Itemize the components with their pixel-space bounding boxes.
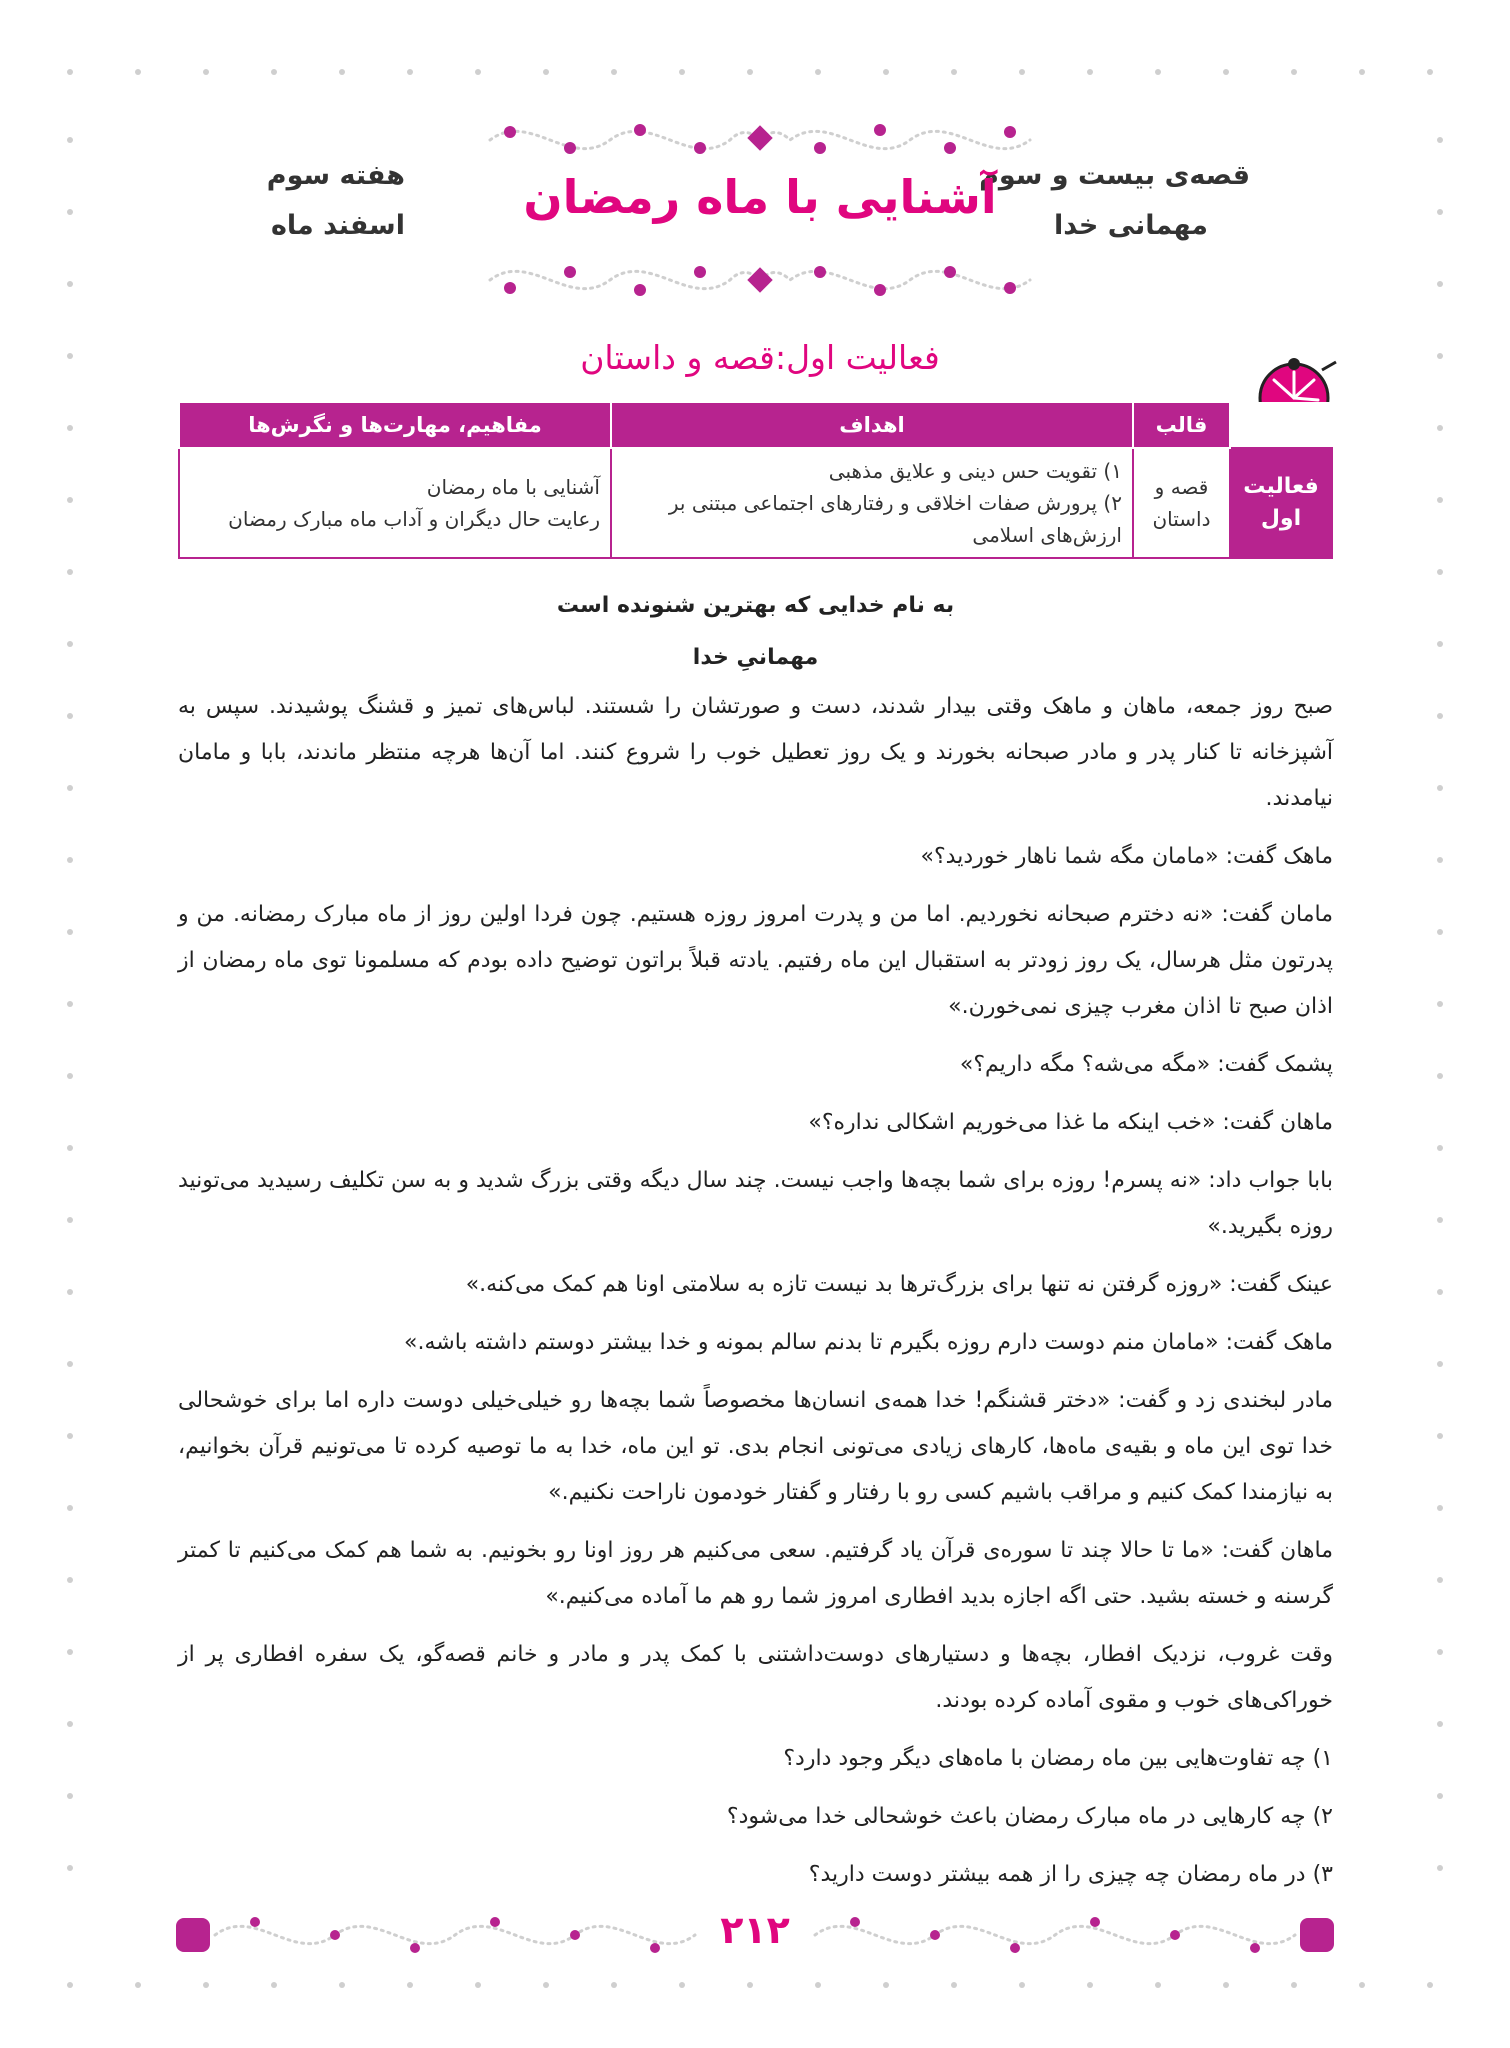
border-dot bbox=[679, 69, 685, 75]
table-header-row bbox=[179, 402, 1332, 448]
border-dot bbox=[543, 1982, 549, 1988]
goals-header: اهداف bbox=[611, 402, 1133, 448]
border-dot bbox=[67, 713, 73, 719]
border-dot bbox=[1437, 1073, 1443, 1079]
border-dot bbox=[339, 1982, 345, 1988]
border-dot bbox=[1437, 569, 1443, 575]
border-dot bbox=[271, 1982, 277, 1988]
border-dot bbox=[1359, 69, 1365, 75]
border-dot bbox=[135, 69, 141, 75]
border-dot bbox=[1291, 1982, 1297, 1988]
story-paragraph: صبح روز جمعه، ماهان و ماهک وقتی بیدار شدند، دست و صورتشان را شستند. لباس‌های تمیز و قشنگ پوشیدند. سپس به آشپزخانه تا کنار پدر و مادر صبحانه بخورند و یک روز تعطیل خوب را شروع کنند. اما آن‌ها هرچه منتظر ماندند، بابا و مامان نیامدند. bbox=[178, 694, 1333, 811]
story-paragraph: ماهان گفت: «ما تا حالا چند تا سوره‌ی قرآن یاد گرفتیم. سعی می‌کنیم هر روز اونا رو بخونیم. به شما هم کمک می‌کنیم تا کمتر گرسنه و خسته بشید. حتی اگه اجازه بدید افطاری امروز شما رو هم ما آماده می‌کنیم.» bbox=[178, 1538, 1333, 1609]
page-number: ۲۱۲ bbox=[700, 1908, 810, 1952]
border-dot bbox=[67, 1217, 73, 1223]
bismillah-line: به نام خدایی که بهترین شنونده است bbox=[556, 593, 955, 618]
border-dot bbox=[1019, 69, 1025, 75]
story-paragraph: بابا جواب داد: «نه پسرم! روزه برای شما بچه‌ها واجب نیست. چند سال دیگه وقتی بزرگ شدید و به سن تکلیف رسیدید می‌تونید روزه بگیرید.» bbox=[178, 1168, 1333, 1239]
border-dot bbox=[747, 69, 753, 75]
border-dot bbox=[67, 353, 73, 359]
border-dot bbox=[67, 641, 73, 647]
border-dot bbox=[1437, 1721, 1443, 1727]
border-dot bbox=[1087, 1982, 1093, 1988]
border-dot bbox=[1437, 1001, 1443, 1007]
border-dot bbox=[1437, 209, 1443, 215]
border-dot bbox=[67, 1001, 73, 1007]
border-dot bbox=[407, 1982, 413, 1988]
border-dot bbox=[1437, 785, 1443, 791]
format-header: قالب bbox=[1133, 402, 1230, 448]
border-dot bbox=[747, 1982, 753, 1988]
border-dot bbox=[543, 69, 549, 75]
question-item: ۱) چه تفاوت‌هایی بین ماه رمضان با ماه‌های دیگر وجود دارد؟ bbox=[783, 1746, 1333, 1771]
border-dot bbox=[1155, 69, 1161, 75]
story-paragraph: عینک گفت: «روزه گرفتن نه تنها برای بزرگ‌ترها بد نیست تازه به سلامتی اونا هم کمک می‌کنه.» bbox=[465, 1272, 1333, 1297]
border-dot bbox=[67, 497, 73, 503]
border-dot bbox=[611, 1982, 617, 1988]
border-dot bbox=[339, 69, 345, 75]
format-cell: قصه و داستان bbox=[1133, 448, 1230, 558]
concepts-cell bbox=[179, 448, 611, 558]
border-dot bbox=[67, 569, 73, 575]
border-dot bbox=[1223, 1982, 1229, 1988]
border-dot bbox=[1437, 1649, 1443, 1655]
table-row bbox=[179, 448, 1332, 558]
story-paragraph: مامان گفت: «نه دخترم صبحانه نخوردیم. اما من و پدرت امروز روزه هستیم. چون فردا اولین روز از ماه مبارک رمضانه. من و پدرتون مثل هرسال، یک روز زودتر به استقبال این ماه رفتیم. یادته قبلاً براتون توضیح داده بودم که مسلمونا توی ماه رمضان از اذان صبح تا اذان مغرب چیزی نمی‌خورن.» bbox=[178, 902, 1333, 1019]
border-dot bbox=[951, 1982, 957, 1988]
border-dot bbox=[1437, 1145, 1443, 1151]
border-dot bbox=[1437, 497, 1443, 503]
border-dot bbox=[1437, 281, 1443, 287]
story-name: مهمانی خدا bbox=[1054, 210, 1208, 241]
border-dot bbox=[1437, 137, 1443, 143]
border-dot bbox=[67, 1721, 73, 1727]
border-dot bbox=[203, 69, 209, 75]
border-dot bbox=[1155, 1982, 1161, 1988]
border-dot bbox=[67, 209, 73, 215]
border-dot bbox=[67, 1505, 73, 1511]
border-dot bbox=[67, 1649, 73, 1655]
goal-item: ۱) تقویت حس دینی و علایق مذهبی bbox=[828, 459, 1122, 483]
border-dot bbox=[1019, 1982, 1025, 1988]
border-dot bbox=[883, 1982, 889, 1988]
goals-cell bbox=[611, 448, 1133, 558]
border-dot bbox=[1427, 1982, 1433, 1988]
border-dot bbox=[67, 1865, 73, 1871]
month-label: اسفند ماه bbox=[270, 210, 405, 241]
story-paragraph: ماهان گفت: «خب اینکه ما غذا می‌خوریم اشکالی نداره؟» bbox=[808, 1110, 1333, 1135]
border-dot bbox=[815, 1982, 821, 1988]
empty-header-cell bbox=[1230, 402, 1332, 448]
border-dot bbox=[67, 281, 73, 287]
border-dot bbox=[1359, 1982, 1365, 1988]
border-dot bbox=[67, 69, 73, 75]
border-dot bbox=[883, 69, 889, 75]
border-dot bbox=[407, 69, 413, 75]
border-dot bbox=[1087, 69, 1093, 75]
concept-item: رعایت حال دیگران و آداب ماه مبارک رمضان bbox=[228, 507, 600, 531]
story-paragraph: ماهک گفت: «مامان منم دوست دارم روزه بگیرم تا بدنم سالم بمونه و خدا بیشتر دوستم داشته باشه.» bbox=[404, 1330, 1333, 1355]
border-dot bbox=[67, 1433, 73, 1439]
border-dot bbox=[1437, 1217, 1443, 1223]
story-title: مهمانیِ خدا bbox=[692, 645, 819, 670]
border-dot bbox=[1427, 69, 1433, 75]
border-dot bbox=[67, 1793, 73, 1799]
story-number: قصه‌ی بیست و سوم bbox=[979, 160, 1250, 191]
border-dot bbox=[1437, 1577, 1443, 1583]
border-dot bbox=[67, 1577, 73, 1583]
border-dot bbox=[67, 929, 73, 935]
border-dot bbox=[1437, 1289, 1443, 1295]
border-dot bbox=[203, 1982, 209, 1988]
border-dot bbox=[67, 137, 73, 143]
story-paragraph: ماهک گفت: «مامان مگه شما ناهار خوردید؟» bbox=[920, 844, 1333, 869]
border-dot bbox=[67, 1982, 73, 1988]
border-dot bbox=[1437, 929, 1443, 935]
concept-item: آشنایی با ماه رمضان bbox=[426, 475, 600, 499]
border-dot bbox=[679, 1982, 685, 1988]
border-dot bbox=[1437, 713, 1443, 719]
story-body bbox=[178, 580, 1333, 1910]
border-dot bbox=[611, 69, 617, 75]
border-dot bbox=[67, 785, 73, 791]
story-paragraph: پشمک گفت: «مگه می‌شه؟ مگه داریم؟» bbox=[959, 1052, 1333, 1077]
border-dot bbox=[475, 1982, 481, 1988]
border-dot bbox=[475, 69, 481, 75]
border-dot bbox=[271, 69, 277, 75]
border-dot bbox=[67, 1289, 73, 1295]
border-dot bbox=[1437, 353, 1443, 359]
border-dot bbox=[1437, 1865, 1443, 1871]
border-dot bbox=[1437, 641, 1443, 647]
border-dot bbox=[67, 1361, 73, 1367]
border-dot bbox=[1437, 1433, 1443, 1439]
week-label: هفته سوم bbox=[266, 160, 405, 191]
border-dot bbox=[1437, 857, 1443, 863]
question-item: ۲) چه کارهایی در ماه مبارک رمضان باعث خوشحالی خدا می‌شود؟ bbox=[726, 1804, 1333, 1829]
border-dot bbox=[1437, 1505, 1443, 1511]
border-dot bbox=[67, 857, 73, 863]
question-item: ۳) در ماه رمضان چه چیزی را از همه بیشتر دوست دارید؟ bbox=[808, 1862, 1333, 1887]
border-dot bbox=[1437, 1793, 1443, 1799]
story-paragraph: وقت غروب، نزدیک افطار، بچه‌ها و دستیارهای دوست‌داشتنی با کمک پدر و مادر و خانم قصه‌گو، یک سفره افطاری پر از خوراکی‌های خوب و مقوی آماده کرده بودند. bbox=[178, 1642, 1333, 1713]
concepts-header: مفاهیم، مهارت‌ها و نگرش‌ها bbox=[179, 402, 611, 448]
border-dot bbox=[815, 69, 821, 75]
border-dot bbox=[951, 69, 957, 75]
border-dot bbox=[1437, 1361, 1443, 1367]
row-label: فعالیت اول bbox=[1230, 448, 1332, 558]
goal-item: ۲) پرورش صفات اخلاقی و رفتارهای اجتماعی مبتنی بر ارزش‌های اسلامی bbox=[668, 491, 1122, 547]
border-dot bbox=[1437, 425, 1443, 431]
border-dot bbox=[67, 1073, 73, 1079]
border-dot bbox=[67, 1145, 73, 1151]
border-dot bbox=[1291, 69, 1297, 75]
border-dot bbox=[67, 425, 73, 431]
page-title: آشنایی با ماه رمضان bbox=[523, 170, 997, 224]
story-paragraph: مادر لبخندی زد و گفت: «دختر قشنگم! خدا همه‌ی انسان‌ها مخصوصاً شما بچه‌ها رو خیلی‌خیلی دوست داره اما برای خوشحالی خدا توی این ماه و بقیه‌ی ماه‌ها، کارهای زیادی می‌تونی انجام بدی. تو این ماه، خدا به ما توصیه کرده تا می‌تونیم قرآن بخوانیم، به نیازمندا کمک کنیم و مراقب باشیم کسی رو با رفتار و گفتار خودمون ناراحت نکنیم.» bbox=[178, 1388, 1333, 1505]
border-dot bbox=[135, 1982, 141, 1988]
border-dot bbox=[1223, 69, 1229, 75]
activity-title: فعالیت اول:قصه و داستان bbox=[580, 338, 940, 377]
activity-goals-table bbox=[178, 401, 1333, 559]
